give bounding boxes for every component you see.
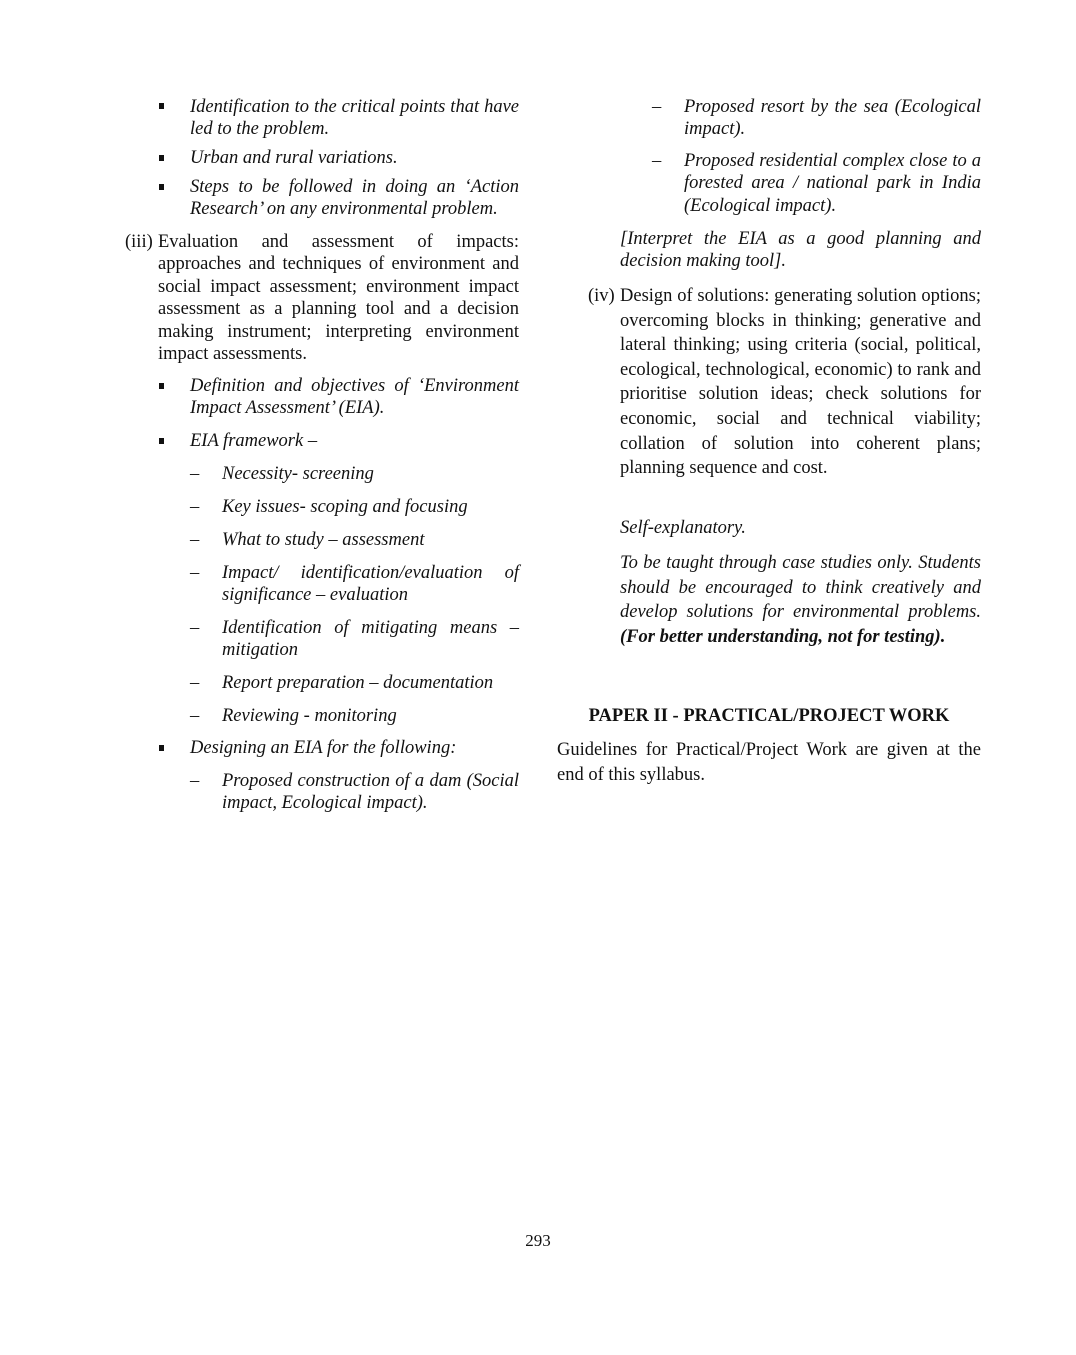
bullet-action-research: Steps to be followed in doing an ‘Action Research’ on any environmental problem. — [190, 177, 519, 220]
bullet-urban-rural: Urban and rural variations. — [190, 148, 398, 168]
self-explanatory-note: Self-explanatory. — [620, 518, 746, 538]
bullet-icon — [159, 745, 164, 751]
design-item-residential: Proposed residential complex close to a forested area / national park in India (Ecological impact). — [684, 151, 981, 216]
dash-icon: – — [190, 497, 200, 517]
page-number: 293 — [525, 1231, 551, 1250]
section-iv-text: Design of solutions: generating solution options; overcoming blocks in thinking; generative and lateral thinking; using criteria (social, political, ecological, technological, economic) to rank and prioritise solution ideas; check solutions for economic, social and technical viability; collation of solution into coherent plans; planning sequence and cost. — [620, 286, 981, 479]
bullet-icon — [159, 438, 164, 444]
section-iii-text: Evaluation and assessment of impacts: approaches and techniques of environment and social impact assessment; environment impact assessment as a planning tool and a decision making instrument; interpreting environment impact assessments. — [158, 232, 519, 365]
bullet-eia-framework: EIA framework – — [190, 431, 318, 451]
bullet-icon — [159, 103, 164, 109]
framework-item: Report preparation – documentation — [222, 673, 494, 693]
bullet-icon — [159, 184, 164, 190]
dash-icon: – — [190, 706, 200, 726]
case-study-text: To be taught through case studies only. Students should be encouraged to think creatively and develop solutions for environmental problems. — [620, 553, 981, 623]
framework-item: Impact/ identification/evaluation of significance – evaluation — [222, 563, 519, 606]
dash-icon: – — [190, 563, 200, 583]
framework-item: Key issues- scoping and focusing — [222, 497, 468, 517]
framework-item: Identification of mitigating means – mitigation — [222, 618, 519, 661]
dash-icon: – — [190, 464, 200, 484]
section-heading: PAPER II - PRACTICAL/PROJECT WORK — [588, 706, 950, 726]
case-study-note — [620, 551, 981, 649]
design-item-resort: Proposed resort by the sea (Ecological impact). — [684, 97, 981, 140]
bullet-designing-eia: Designing an EIA for the following: — [190, 738, 457, 758]
case-study-bold-note: (For better understanding, not for testing). — [620, 626, 946, 647]
bullet-icon — [159, 155, 164, 161]
dash-icon: – — [652, 151, 662, 171]
guidelines-text: Guidelines for Practical/Project Work are given at the end of this syllabus. — [557, 740, 981, 785]
framework-item: Reviewing - monitoring — [222, 706, 397, 726]
dash-icon: – — [190, 618, 200, 638]
dash-icon: – — [190, 673, 200, 693]
framework-item: What to study – assessment — [222, 530, 425, 550]
dash-icon: – — [190, 771, 200, 791]
dash-icon: – — [190, 530, 200, 550]
section-iv-label: (iv) — [588, 286, 615, 306]
section-iii-label: (iii) — [125, 232, 153, 252]
interpret-note: [Interpret the EIA as a good planning and decision making tool]. — [620, 229, 981, 272]
design-item-dam: Proposed construction of a dam (Social impact, Ecological impact). — [222, 771, 519, 814]
bullet-critical-points: Identification to the critical points that have led to the problem. — [190, 97, 519, 140]
dash-icon: – — [652, 97, 662, 117]
framework-item: Necessity- screening — [222, 464, 374, 484]
bullet-eia-definition: Definition and objectives of ‘Environment Impact Assessment’ (EIA). — [190, 376, 519, 419]
bullet-icon — [159, 383, 164, 389]
